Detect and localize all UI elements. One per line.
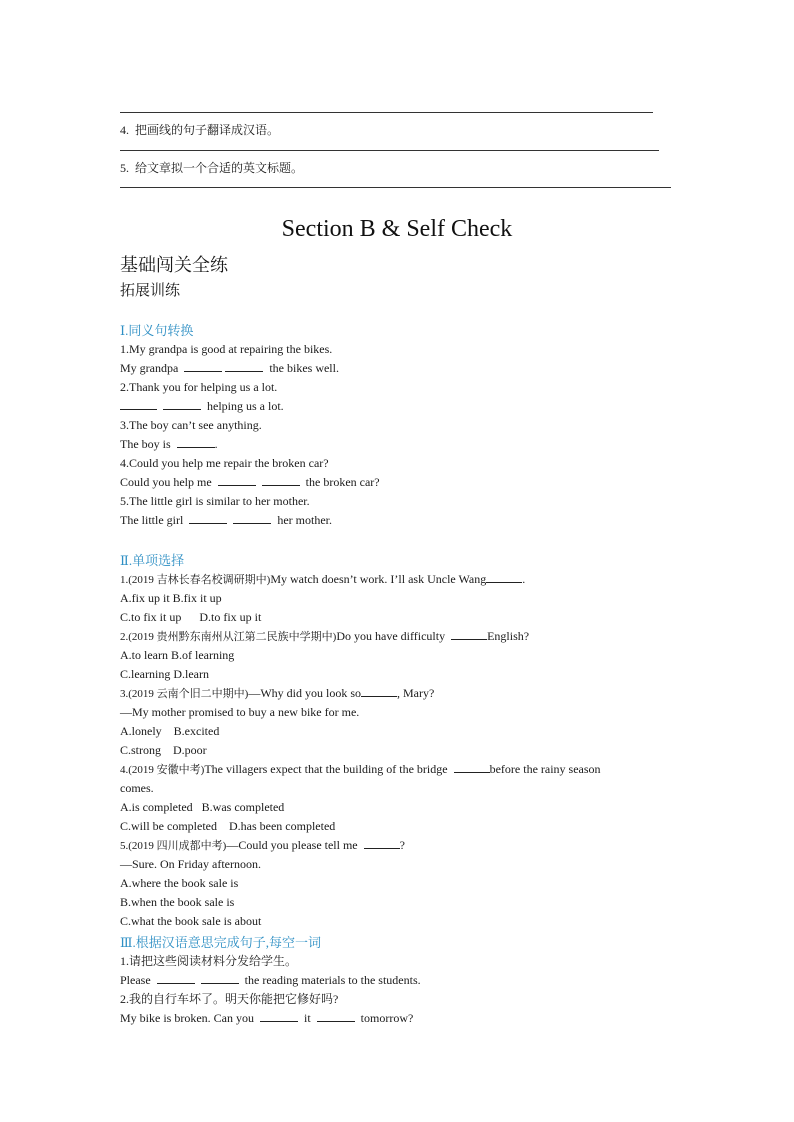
s1-a2: helping us a lot. [120,397,284,416]
section-3-label: Ⅲ.根据汉语意思完成句子,每空一词 [120,935,322,950]
s2-q3: 3.(2019 云南个旧二中期中)—Why did you look so , Mary? [120,686,435,700]
s2-q1-opts: A.fix up it B.fix it up [120,591,222,605]
answer-blank[interactable] [317,1010,355,1022]
answer-blank[interactable] [486,571,522,583]
s2-q4-opts2: C.will be completed D.has been completed [120,819,336,833]
s1-q3: 3.The boy can’t see anything. [120,418,262,432]
s2-q4-cont: comes. [120,781,154,795]
s2-q5: 5.(2019 四川成都中考)—Could you please tell me ? [120,838,405,852]
page-title: Section B & Self Check [281,216,513,242]
answer-blank[interactable] [225,360,263,372]
answer-blank[interactable] [177,436,215,448]
answer-blank[interactable] [361,685,397,697]
answer-line [120,112,653,113]
s2-q3-line2: —My mother promised to buy a new bike for me. [120,705,360,719]
heading-extended: 拓展训练 [120,283,181,299]
s2-q2-opts: A.to learn B.of learning [120,648,235,662]
s3-q1-en: Please the reading materials to the students. [120,973,421,987]
s3-q1-cn: 1.请把这些阅读材料分发给学生。 [120,954,298,968]
s1-q4: 4.Could you help me repair the broken car? [120,456,329,470]
s2-q2-opts2: C.learning D.learn [120,667,209,681]
answer-blank[interactable] [218,474,256,486]
s1-q1: 1.My grandpa is good at repairing the bikes. [120,342,333,356]
question-4: 4. 把画线的句子翻译成汉语。 [120,123,280,137]
answer-blank[interactable] [189,512,227,524]
answer-blank[interactable] [157,972,195,984]
section-1-label: Ⅰ.同义句转换 [120,323,194,338]
section-2-label: Ⅱ.单项选择 [120,553,185,568]
answer-blank[interactable] [451,628,487,640]
s2-q5-optC: C.what the book sale is about [120,914,262,928]
s2-q3-opts: A.lonely B.excited [120,724,220,738]
s1-a4: Could you help me the broken car? [120,475,380,489]
s1-a1: My grandpa the bikes well. [120,361,339,375]
answer-blank[interactable] [260,1010,298,1022]
s2-q1: 1.(2019 吉林长春名校调研期中)My watch doesn’t work. I’ll ask Uncle Wang . [120,572,526,586]
s2-q3-opts2: C.strong D.poor [120,743,207,757]
s2-q4: 4.(2019 安徽中考)The villagers expect that the building of the bridge before the rainy season [120,762,601,776]
s2-q5-line2: —Sure. On Friday afternoon. [120,857,261,871]
s3-q2-cn: 2.我的自行车坏了。明天你能把它修好吗? [120,992,339,1006]
answer-blank[interactable] [262,474,300,486]
heading-basic: 基础闯关全练 [120,255,228,275]
s2-q5-optB: B.when the book sale is [120,895,235,909]
answer-line [120,187,671,188]
answer-blank[interactable] [163,398,201,410]
s1-q2: 2.Thank you for helping us a lot. [120,380,278,394]
answer-blank[interactable] [454,761,490,773]
s2-q4-opts: A.is completed B.was completed [120,800,285,814]
s1-a5: The little girl her mother. [120,513,332,527]
s2-q2: 2.(2019 贵州黔东南州从江第二民族中学期中)Do you have difficulty English? [120,629,530,643]
answer-blank[interactable] [233,512,271,524]
answer-blank[interactable] [201,972,239,984]
s3-q2-en: My bike is broken. Can you it tomorrow? [120,1011,414,1025]
answer-blank[interactable] [184,360,222,372]
answer-blank[interactable] [364,837,400,849]
answer-blank[interactable] [120,398,157,410]
s1-q5: 5.The little girl is similar to her mother. [120,494,310,508]
answer-line [120,150,659,151]
s2-q5-optA: A.where the book sale is [120,876,239,890]
s2-q1-opts2: C.to fix it up D.to fix up it [120,610,262,624]
question-5: 5. 给文章拟一个合适的英文标题。 [120,161,304,175]
s1-a3: The boy is . [120,437,218,451]
